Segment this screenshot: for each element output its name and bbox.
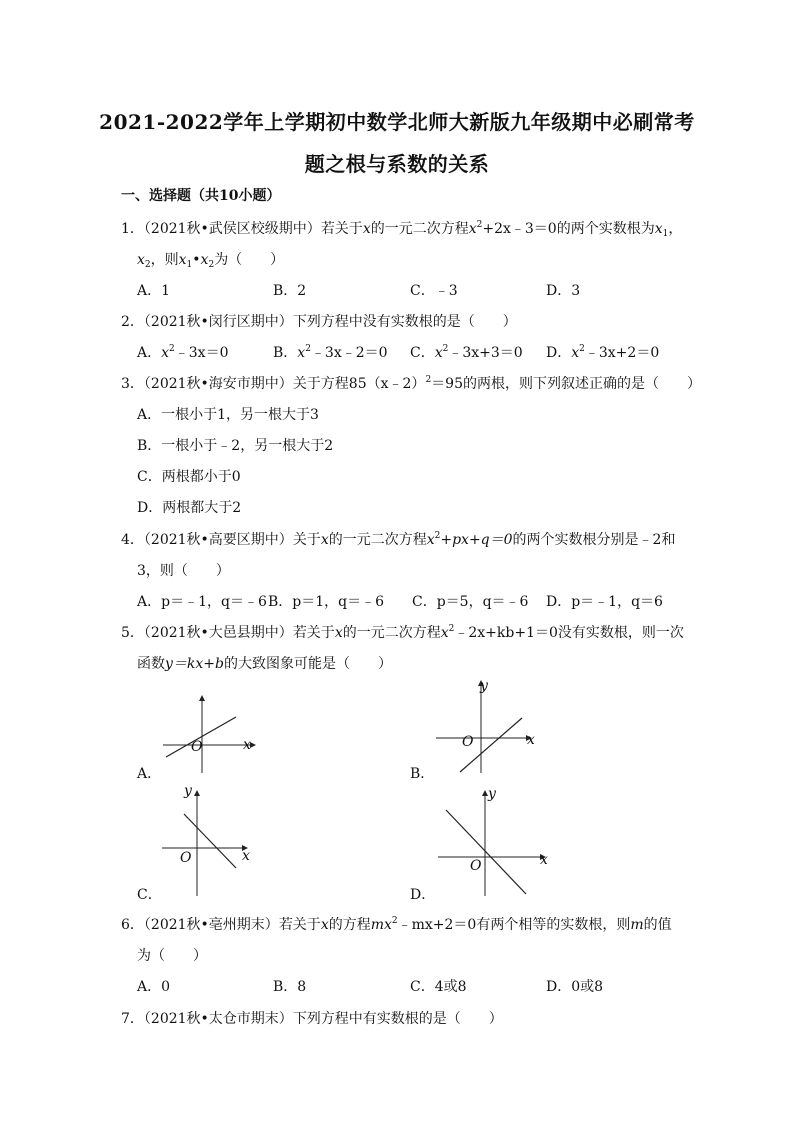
root-variable: x [654,221,663,237]
question-text: 的两个实数根为 [556,221,655,237]
punctuation: ， [668,221,683,237]
question-text: 为（ ） [214,252,285,268]
exponent: 2 [391,916,398,926]
exponent: 2 [579,344,585,354]
q6-option-d[interactable]: D．0或8 [546,979,604,995]
equation: ﹣2x+kb+1＝0 [454,625,558,641]
section-heading: 一、选择题（共10小题） [121,188,281,204]
q3-option-b[interactable]: B．一根小于﹣2，另一根大于2 [137,438,334,454]
question-6-line-2: 为（ ） [137,948,207,964]
equation: +2x﹣3＝0 [482,221,557,237]
page-title-line-2: 题之根与系数的关系 [304,152,490,176]
root-variable: x [178,252,187,268]
variable: x [571,345,580,361]
question-4-line-2: 3，则（ ） [137,563,230,579]
origin-label: O [191,739,203,755]
question-text: 关于方程85（x﹣2） [292,376,426,392]
subscript: 1 [186,260,193,270]
equation: ﹣3x+3＝0 [448,345,523,361]
question-source: （2021秋•武侯区校级期中） [143,221,321,237]
exponent: 2 [434,531,441,541]
variable: x [320,917,329,933]
equation: ﹣3x﹣2＝0 [310,345,388,361]
question-5 [121,624,684,642]
question-text: 的值 [643,917,672,933]
question-number: 2． [121,314,144,330]
question-text: 的一元二次方程 [370,221,469,237]
question-source: （2021秋•亳州期末） [143,917,279,933]
equation: x [468,221,477,237]
q4-option-a[interactable]: A．p＝﹣1，q＝﹣6 [137,594,267,610]
variable: x [362,221,371,237]
question-text: ＝95的两根，则下列叙述正确的是（ ） [431,376,701,392]
q4-option-c[interactable]: C．p＝5，q＝﹣6 [412,594,529,610]
question-number: 6． [121,917,144,933]
question-source: （2021秋•海安市期中） [143,376,293,392]
subscript: 2 [208,260,215,270]
dot-operator: • [192,252,201,268]
x-axis-label: x [540,852,548,868]
origin-label: O [470,858,482,874]
q2-option-d[interactable] [546,344,659,362]
q5-option-c[interactable]: C． [137,887,162,903]
equation: ﹣3x＝0 [174,345,229,361]
question-2 [121,313,517,331]
q2-option-c[interactable] [410,344,523,362]
question-text: 若关于 [320,221,363,237]
y-axis-label: y [184,783,192,799]
exponent: 2 [425,375,432,385]
subscript: 1 [662,229,669,239]
x-axis-label: x [242,848,250,864]
x-axis-label: x [243,737,251,753]
y-axis-label: y [480,678,488,694]
option-label: C． [410,345,435,361]
option-label: D． [546,345,572,361]
question-number: 1． [121,221,144,237]
q1-option-a[interactable]: A．1 [137,283,171,299]
q6-option-a[interactable]: A．0 [137,979,171,995]
question-text: 关于 [292,532,321,548]
question-text: 的一元二次方程 [342,625,441,641]
page-title-line-1: 2021-2022学年上学期初中数学北师大新版九年级期中必刷常考 [99,110,695,134]
equation: ﹣3x+2＝0 [584,345,660,361]
variable: x [297,345,306,361]
subscript: 2 [144,260,151,270]
q6-option-c[interactable]: C．4或8 [410,979,467,995]
question-3 [121,375,701,393]
function-line [184,814,236,868]
q6-option-b[interactable]: B．8 [273,979,307,995]
variable: m [630,917,644,933]
question-source: （2021秋•太仓市期末） [143,1011,293,1027]
q5-option-a[interactable]: A． [137,766,162,782]
equation: mx [370,917,392,933]
question-6 [121,916,672,934]
q1-option-b[interactable]: B．2 [273,283,307,299]
exponent: 2 [448,624,455,634]
question-number: 5． [121,625,144,641]
origin-label: O [462,734,474,750]
variable: x [434,345,443,361]
function-line [446,810,526,894]
q2-option-b[interactable] [273,344,388,362]
variable: x [161,345,170,361]
question-number: 7． [121,1011,144,1027]
question-1 [121,220,682,238]
question-text: ，则 [150,252,179,268]
question-text: 下列方程中有实数根的是（ ） [292,1011,503,1027]
y-axis-arrow [194,790,200,796]
question-source: （2021秋•大邑县期中） [143,625,293,641]
option-label: B． [273,345,298,361]
question-source: （2021秋•高要区期中） [143,532,293,548]
exponent: 2 [305,344,311,354]
q3-option-a[interactable]: A．一根小于1，另一根大于3 [137,407,319,423]
equation: y＝kx+b [165,656,224,672]
question-number: 4． [121,532,144,548]
exponent: 2 [442,344,449,354]
question-1-line-2 [137,251,284,269]
option-label: A． [137,345,162,361]
graph-b[interactable] [434,680,534,775]
root-variable: x [137,252,145,268]
question-7 [121,1010,503,1028]
question-number: 3． [121,376,144,392]
root-variable: x [200,252,209,268]
question-text: 没有实数根，则一次 [557,625,684,641]
origin-label: O [180,850,192,866]
question-text: 的两个实数根分别是﹣2和 [512,532,676,548]
q4-option-b[interactable]: B．p＝1，q＝﹣6 [268,594,385,610]
graph-c[interactable] [158,790,258,898]
question-text: 的一元二次方程 [328,532,427,548]
q1-option-d[interactable]: D．3 [546,283,581,299]
equation: x [426,532,435,548]
q3-option-d[interactable]: D．两根都大于2 [137,500,242,516]
question-text: 若关于 [292,625,335,641]
question-text: 下列方程中没有实数根的是（ ） [292,314,517,330]
q5-option-d[interactable]: D． [410,887,436,903]
y-axis-label: y [488,786,496,802]
q2-option-a[interactable] [137,344,228,362]
question-text: 的方程 [328,917,371,933]
variable: x [320,532,329,548]
variable: x [334,625,343,641]
question-text: 有两个相等的实数根，则 [476,917,631,933]
question-text: 函数 [137,656,165,672]
equation: +px+q＝0 [440,532,513,548]
x-axis-label: x [527,732,535,748]
question-text: 若关于 [278,917,321,933]
equation: x [440,625,449,641]
q4-option-d[interactable]: D．p＝﹣1，q＝6 [546,594,663,610]
exponent: 2 [169,344,175,354]
q1-option-c[interactable]: C．﹣3 [410,283,458,299]
graph-d[interactable] [434,790,549,898]
equation: ﹣mx+2＝0 [397,917,477,933]
question-5-line-2 [137,655,392,673]
graph-a[interactable] [158,695,258,775]
question-source: （2021秋•闵行区期中） [143,314,293,330]
question-text: 的大致图象可能是（ ） [223,656,392,672]
question-4 [121,531,675,549]
exponent: 2 [476,220,483,230]
q3-option-c[interactable]: C．两根都小于0 [137,469,241,485]
q5-option-b[interactable]: B． [410,766,435,782]
y-axis-arrow [199,695,205,701]
